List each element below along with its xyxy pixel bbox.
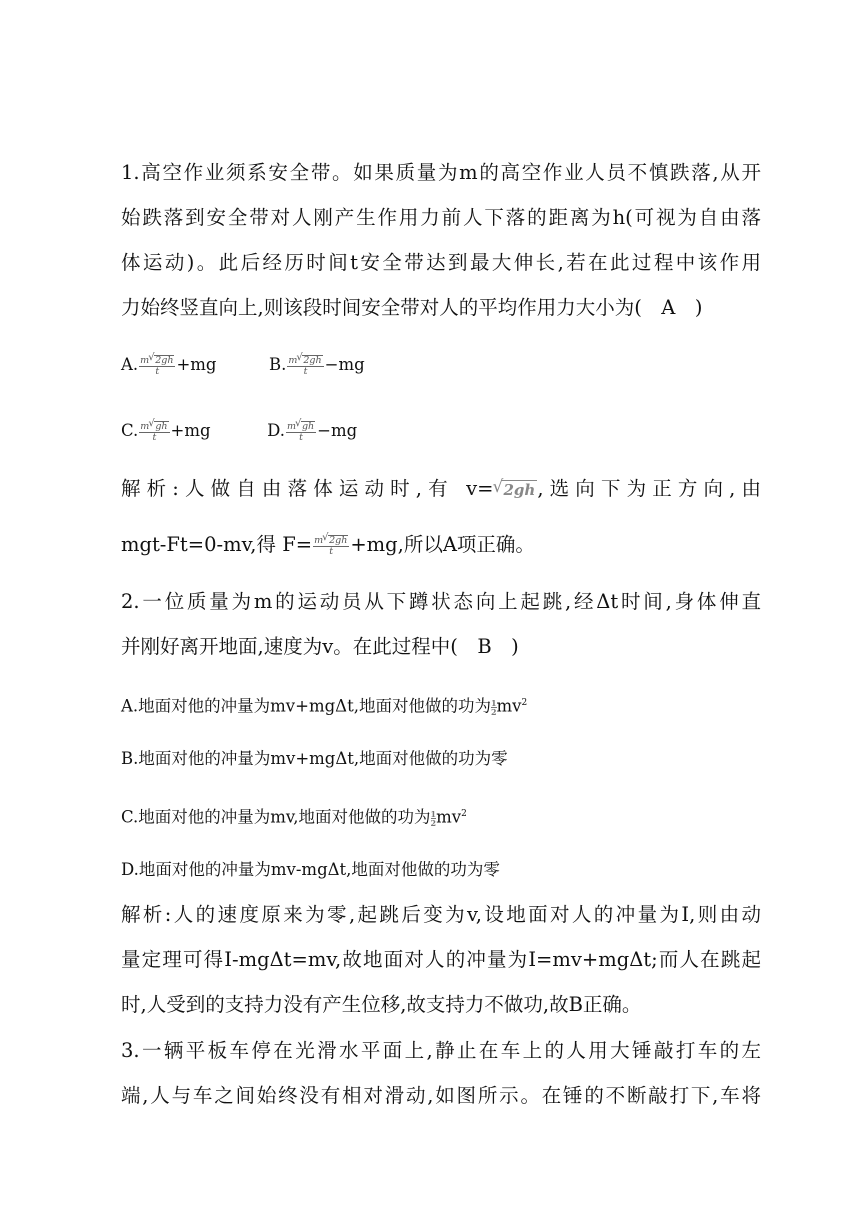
q1-line-3: 体运动)。此后经历时间t安全带达到最大伸长,若在此过程中该作用 — [121, 251, 761, 274]
q1-line-1: 1.高空作业须系安全带。如果质量为m的高空作业人员不慎跌落,从开 — [121, 161, 761, 184]
q1-line-2: 始跌落到安全带对人刚产生作用力前人下落的距离为h(可视为自由落 — [121, 206, 761, 229]
q1-analysis-line-2: mgt-Ft=0-mv,得 F= $\frac{m√ 2gh}{t}$ +mg,所以A项正确。 — [121, 532, 761, 558]
q1-options-row-2 — [121, 418, 761, 444]
fraction-half: $\frac{1}{2}$ — [430, 808, 437, 828]
q2-option-d: D.地面对他的冲量为mv-mgΔt,地面对他做的功为零 — [121, 860, 500, 879]
option-a: A. $\frac{m√ 2gh}{t}$ +mg — [121, 355, 222, 374]
fraction: $\frac{m√ 2gh}{t}$ — [287, 355, 323, 377]
fraction: $\frac{m√ 2gh}{t}$ — [139, 355, 175, 377]
fraction: $\frac{m√ 2gh}{t}$ — [313, 535, 349, 557]
q2-option-a: A.地面对他的冲量为mv+mgΔt,地面对他做的功为 $\frac{1}{2}mv^2$ — [121, 696, 528, 717]
fraction: $\frac{m√ gh}{t}$ — [286, 421, 316, 443]
q1-analysis-line-1: 解析:人做自由落体运动时,有 v=√ 2gh ,选向下为正方向,由 — [121, 476, 761, 502]
sqrt-expression: √ 2gh — [501, 480, 537, 499]
q2-line-1: 2.一位质量为m的运动员从下蹲状态向上起跳,经Δt时间,身体伸直 — [121, 590, 761, 613]
q2-analysis-line-1: 解析:人的速度原来为零,起跳后变为v,设地面对人的冲量为I,则由动 — [121, 903, 761, 926]
q3-line-1: 3.一辆平板车停在光滑水平面上,静止在车上的人用大锤敲打车的左 — [121, 1039, 761, 1062]
q2-option-c: C.地面对他的冲量为mv,地面对他做的功为 $\frac{1}{2}mv^2$ — [121, 807, 467, 828]
q2-analysis-line-2: 量定理可得I-mgΔt=mv,故地面对人的冲量为I=mv+mgΔt;而人在跳起 — [121, 948, 761, 971]
fraction-half: $\frac{1}{2}$ — [490, 697, 497, 717]
q1-options-row-1 — [121, 352, 761, 378]
q2-analysis-line-3: 时,人受到的支持力没有产生位移,故支持力不做功,故B正确。 — [121, 993, 642, 1016]
option-d: D. $\frac{m√ gh}{t}$ −mg — [267, 421, 357, 440]
q2-line-2: 并刚好离开地面,速度为v。在此过程中( B ) — [121, 635, 519, 658]
q3-line-2: 端,人与车之间始终没有相对滑动,如图所示。在锤的不断敲打下,车将 — [121, 1084, 761, 1107]
option-c: C. $\frac{m√ gh}{t}$ +mg — [121, 421, 216, 440]
fraction: $\frac{m√ gh}{t}$ — [139, 421, 169, 443]
q2-option-b: B.地面对他的冲量为mv+mgΔt,地面对他做的功为零 — [121, 749, 508, 768]
q1-line-4: 力始终竖直向上,则该段时间安全带对人的平均作用力大小为( A ) — [121, 296, 703, 319]
option-b: B. $\frac{m√ 2gh}{t}$ −mg — [269, 355, 365, 374]
